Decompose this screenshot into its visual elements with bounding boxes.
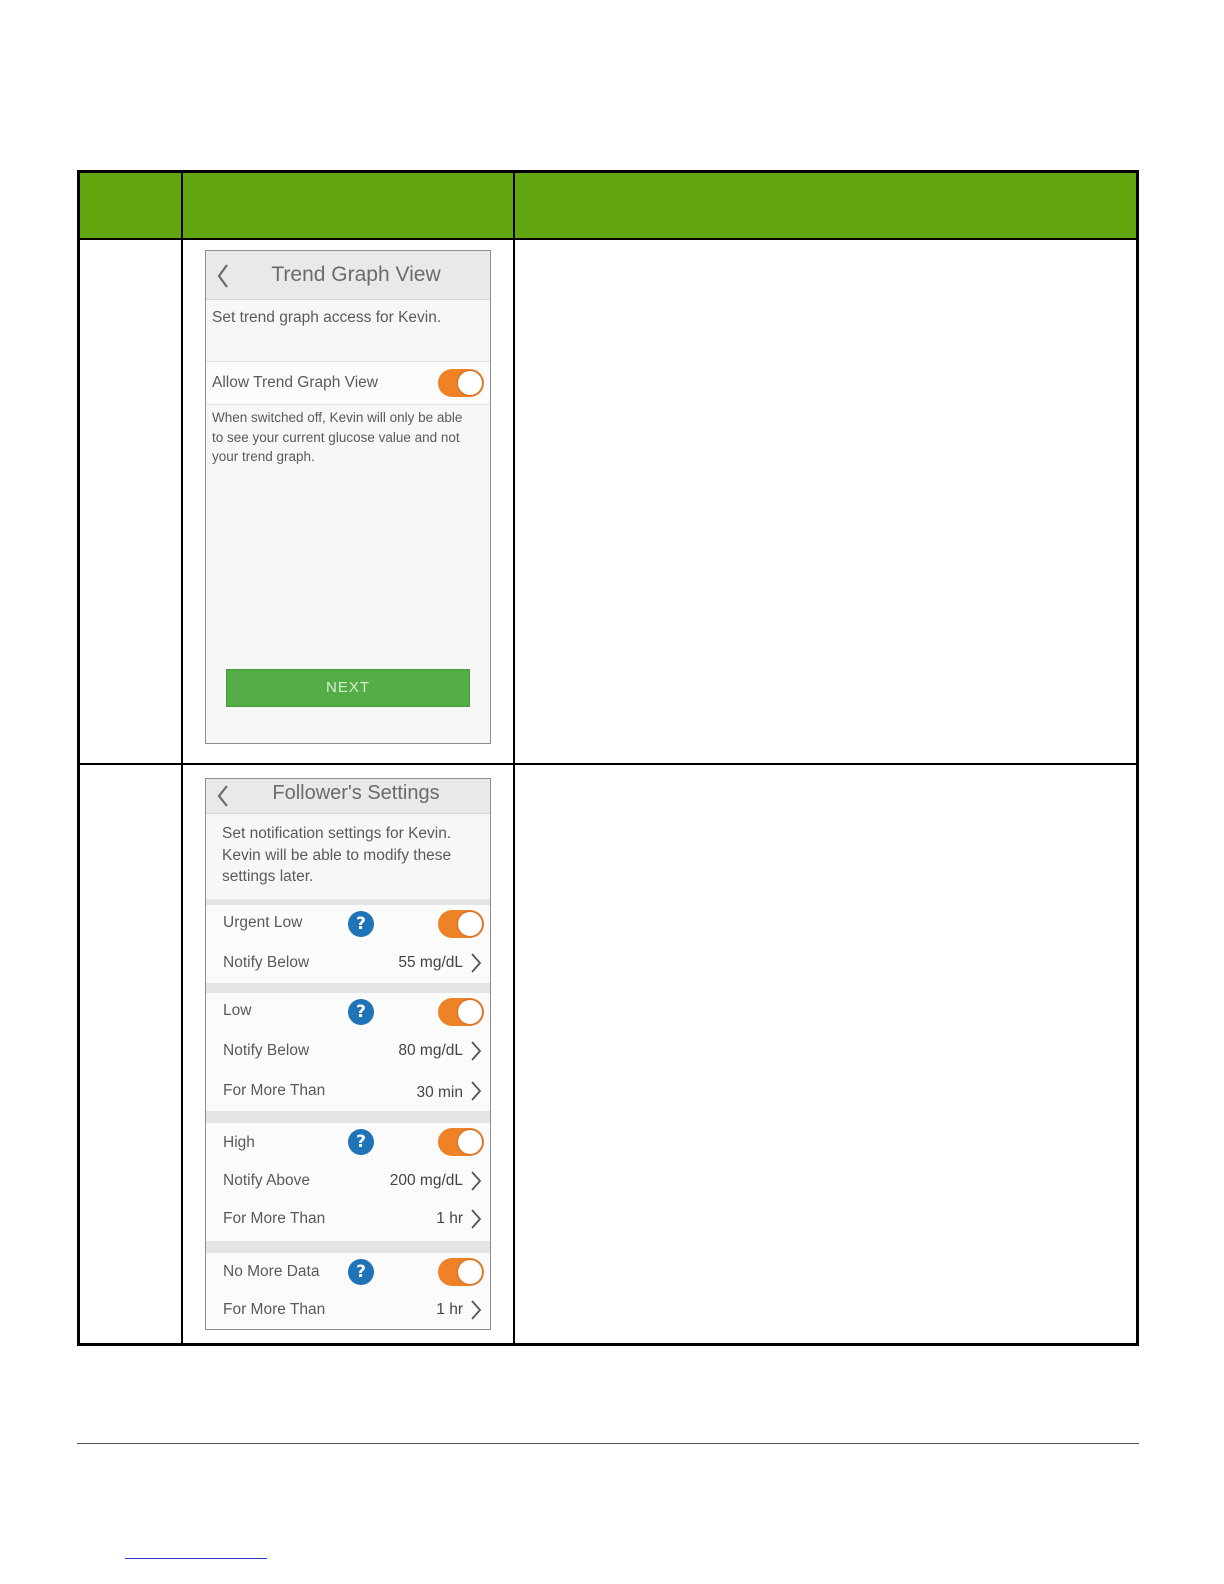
- help-icon[interactable]: ?: [348, 999, 374, 1025]
- high-label: High: [223, 1134, 255, 1151]
- group-separator: [206, 1241, 490, 1253]
- document-table: [77, 170, 1139, 1346]
- no-more-data-label: No More Data: [223, 1263, 320, 1280]
- for-more-than-label: For More Than: [223, 1082, 326, 1099]
- row-divider: [80, 763, 1136, 765]
- intro-text: Set trend graph access for Kevin.: [212, 309, 442, 326]
- screen-title: Trend Graph View: [271, 263, 441, 286]
- high-toggle[interactable]: [438, 1128, 484, 1156]
- toggle-knob: [458, 912, 482, 936]
- help-icon[interactable]: ?: [348, 1259, 374, 1285]
- notify-above-label: Notify Above: [223, 1172, 311, 1189]
- column-divider: [513, 173, 515, 1343]
- toggle-label: Allow Trend Graph View: [212, 374, 378, 391]
- intro-text: Set notification settings for Kevin. Kevin will be able to modify these settings later.: [222, 825, 452, 885]
- notify-above-value: 200 mg/dL: [389, 1172, 463, 1189]
- screen-title: Follower's Settings: [272, 782, 440, 804]
- footer-link-underline: [125, 1558, 267, 1559]
- next-button[interactable]: NEXT: [226, 669, 470, 707]
- chevron-right-icon: [470, 1040, 482, 1062]
- notify-below-label: Notify Below: [223, 954, 310, 971]
- notify-below-value: 55 mg/dL: [398, 954, 463, 971]
- trend-graph-view-screenshot: [205, 250, 491, 744]
- low-label: Low: [223, 1002, 252, 1019]
- chevron-right-icon: [470, 1299, 482, 1321]
- for-more-than-label: For More Than: [223, 1210, 326, 1227]
- high-duration-row[interactable]: [206, 1201, 490, 1242]
- footer-rule: [77, 1443, 1139, 1444]
- toggle-knob: [458, 371, 482, 395]
- help-icon[interactable]: ?: [348, 1129, 374, 1155]
- toggle-knob: [458, 1000, 482, 1024]
- nav-bar: [206, 779, 490, 814]
- urgent-low-label: Urgent Low: [223, 914, 303, 931]
- no-more-data-toggle[interactable]: [438, 1258, 484, 1286]
- for-more-than-value: 30 min: [416, 1084, 463, 1101]
- low-row: [206, 993, 490, 1032]
- chevron-right-icon: [470, 1080, 482, 1102]
- table-header-row: [80, 173, 1136, 240]
- urgent-low-row: [206, 905, 490, 944]
- notify-below-label: Notify Below: [223, 1042, 310, 1059]
- column-divider: [181, 173, 183, 1343]
- group-separator: [206, 1111, 490, 1123]
- switch-off-note: When switched off, Kevin will only be able to see your current glucose value and not your trend graph.: [212, 410, 463, 464]
- urgent-low-toggle[interactable]: [438, 910, 484, 938]
- chevron-right-icon: [470, 1170, 482, 1192]
- notify-below-value: 80 mg/dL: [398, 1042, 463, 1059]
- toggle-knob: [458, 1260, 482, 1284]
- no-more-data-row: [206, 1253, 490, 1292]
- group-separator: [206, 983, 490, 993]
- high-notify-row[interactable]: [206, 1161, 490, 1202]
- help-icon[interactable]: ?: [348, 911, 374, 937]
- for-more-than-value: 1 hr: [436, 1210, 463, 1227]
- low-duration-row[interactable]: [206, 1071, 490, 1112]
- followers-settings-screenshot: [205, 778, 491, 1330]
- low-notify-row[interactable]: [206, 1031, 490, 1072]
- for-more-than-label: For More Than: [223, 1301, 326, 1318]
- low-toggle[interactable]: [438, 998, 484, 1026]
- high-row: [206, 1123, 490, 1162]
- allow-trend-graph-toggle[interactable]: [438, 369, 484, 397]
- toggle-knob: [458, 1130, 482, 1154]
- chevron-right-icon: [470, 952, 482, 974]
- no-data-duration-row[interactable]: [206, 1291, 490, 1330]
- urgent-low-notify-row[interactable]: [206, 943, 490, 984]
- chevron-right-icon: [470, 1208, 482, 1230]
- for-more-than-value: 1 hr: [436, 1301, 463, 1318]
- nav-bar: [206, 251, 490, 300]
- allow-trend-graph-row: [206, 361, 490, 405]
